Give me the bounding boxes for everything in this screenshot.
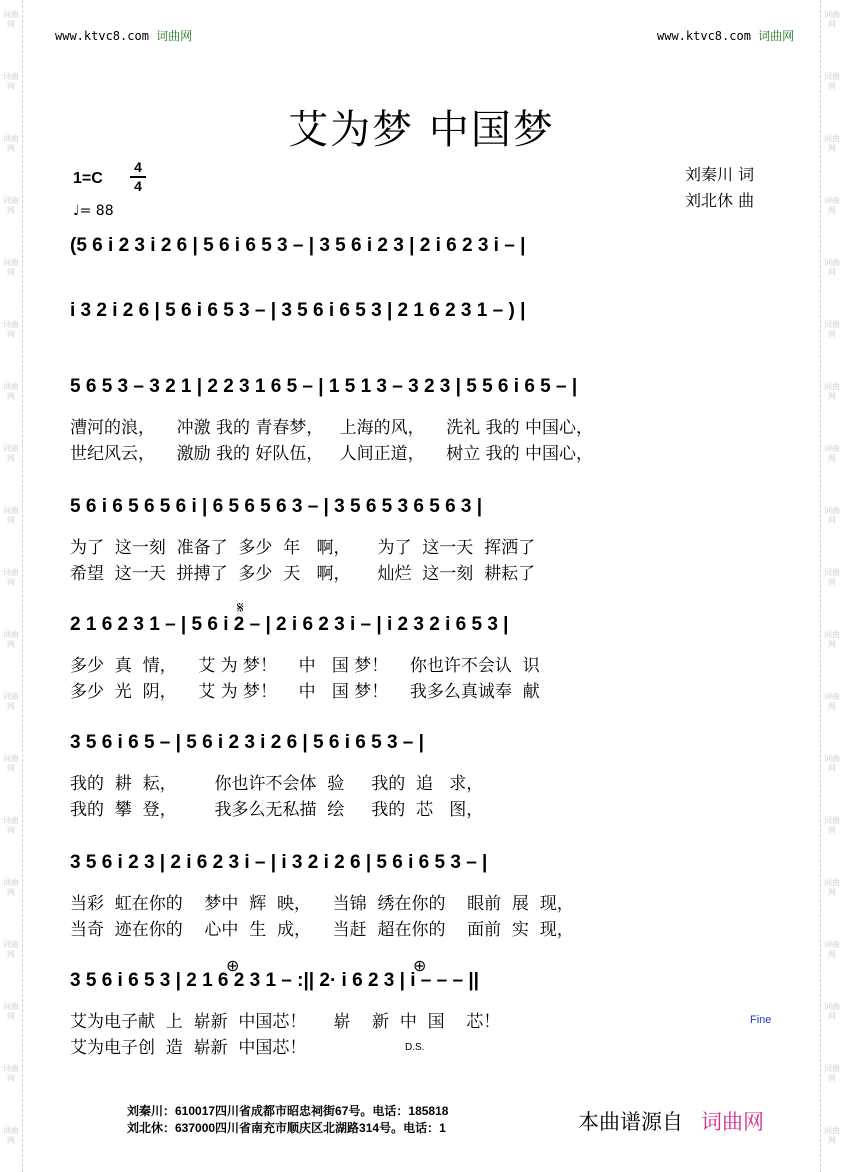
lyric-line: 我的 耕 耘， 你也许不会体 验 我的 追 求，	[70, 774, 484, 794]
notation-line: 3 5 6 i 6 5 3 | 2 1 6 2 3 1 – :|| 2· i 6 2 3 | i – – – ||	[70, 970, 479, 991]
notation-line: 2 1 6 2 3 1 – | 5 6 i 2 – | 2 i 6 2 3 i – | i 2 3 2 i 6 5 3 |	[70, 614, 509, 635]
watermark-text: 词曲网	[824, 10, 840, 29]
watermark-text: 词曲网	[824, 878, 840, 897]
watermark-text: 词曲网	[824, 1064, 840, 1083]
notation-line: 3 5 6 i 6 5 – | 5 6 i 2 3 i 2 6 | 5 6 i 6 5 3 – |	[70, 732, 424, 753]
lyric-line: 希望 这一天 拼搏了 多少 天 啊， 灿烂 这一刻 耕耘了	[70, 564, 536, 584]
watermark-text: 词曲网	[824, 320, 840, 339]
lyric-line: 当彩 虹在你的 梦中 辉 映， 当锦 绣在你的 眼前 展 现，	[70, 894, 574, 914]
watermark-text: 词曲网	[3, 506, 19, 525]
watermark-text: 词曲网	[3, 1002, 19, 1021]
watermark-text: 词曲网	[3, 134, 19, 153]
site-url-right[interactable]: www.ktvc8.com 词曲网	[657, 29, 795, 43]
watermark-text: 词曲网	[3, 258, 19, 277]
watermark-text: 词曲网	[824, 692, 840, 711]
site-url-left[interactable]: www.ktvc8.com 词曲网	[55, 29, 193, 43]
lyric-line: 多少 光 阴， 艾 为 梦！ 中 国 梦！ 我多么真诚奉 献	[70, 682, 540, 702]
watermark-text: 词曲网	[3, 382, 19, 401]
watermark-text: 词曲网	[824, 568, 840, 587]
watermark-text: 词曲网	[824, 506, 840, 525]
right-watermark-strip	[820, 0, 843, 1172]
lyric-line: 漕河的浪， 冲激 我的 青春梦， 上海的风， 洗礼 我的 中国心，	[70, 418, 594, 438]
watermark-text: 词曲网	[3, 754, 19, 773]
watermark-text: 词曲网	[824, 134, 840, 153]
time-signature-top: 4	[134, 159, 142, 175]
watermark-text: 词曲网	[3, 692, 19, 711]
watermark-text: 词曲网	[3, 878, 19, 897]
lyric-line: 为了 这一刻 准备了 多少 年 啊， 为了 这一天 挥洒了	[70, 538, 536, 558]
watermark-text: 词曲网	[824, 258, 840, 277]
notation-line: 3 5 6 i 2 3 | 2 i 6 2 3 i – | i 3 2 i 2 6 | 5 6 i 6 5 3 – |	[70, 852, 488, 873]
tempo-marking: ♩= 88	[73, 203, 114, 219]
watermark-text: 词曲网	[3, 320, 19, 339]
watermark-text: 词曲网	[3, 10, 19, 29]
composer-credit: 刘北休 曲	[685, 191, 755, 210]
watermark-text: 词曲网	[3, 630, 19, 649]
watermark-text: 词曲网	[824, 816, 840, 835]
song-title: 艾为梦 中国梦	[288, 107, 555, 153]
watermark-text: 词曲网	[3, 72, 19, 91]
ds-marker: D.S.	[405, 1042, 425, 1053]
watermark-text: 词曲网	[3, 940, 19, 959]
watermark-text: 词曲网	[824, 630, 840, 649]
left-watermark-strip	[0, 0, 23, 1172]
watermark-text: 词曲网	[3, 816, 19, 835]
notation-line: 5 6 5 3 – 3 2 1 | 2 2 3 1 6 5 – | 1 5 1 3 – 3 2 3 | 5 5 6 i 6 5 – |	[70, 376, 578, 397]
watermark-text: 词曲网	[3, 1126, 19, 1145]
credits	[685, 162, 754, 214]
footer-line-1: 刘秦川：610017四川省成都市昭忠祠街67号。电话：185818	[127, 1104, 449, 1118]
watermark-text: 词曲网	[824, 940, 840, 959]
fine-marker: Fine	[750, 1014, 772, 1026]
segno-marker: 𝄋	[237, 598, 244, 617]
watermark-text: 词曲网	[824, 382, 840, 401]
lyricist-credit: 刘秦川 词	[685, 165, 755, 184]
watermark-text: 词曲网	[824, 1126, 840, 1145]
time-signature	[130, 160, 146, 194]
lyric-line: 世纪风云， 激励 我的 好队伍， 人间正道， 树立 我的 中国心，	[70, 444, 594, 464]
notation-line: i 3 2 i 2 6 | 5 6 i 6 5 3 – | 3 5 6 i 6 5 3 | 2 1 6 2 3 1 – ) |	[70, 300, 526, 321]
footer-line-2: 刘北休：637000四川省南充市顺庆区北湖路314号。电话：1	[127, 1121, 446, 1135]
time-signature-bottom: 4	[134, 178, 142, 194]
watermark-text: 词曲网	[3, 196, 19, 215]
key-signature: 1=C	[73, 170, 103, 187]
watermark-text: 词曲网	[3, 568, 19, 587]
lyric-line: 艾为电子创 造 崭新 中国芯！	[70, 1038, 307, 1058]
notation-line: (5 6 i 2 3 i 2 6 | 5 6 i 6 5 3 – | 3 5 6 i 2 3 | 2 i 6 2 3 i – |	[70, 235, 526, 256]
lyric-line: 多少 真 情， 艾 为 梦！ 中 国 梦！ 你也许不会认 识	[70, 656, 540, 676]
watermark-text: 词曲网	[824, 72, 840, 91]
source-label: 本曲谱源自	[578, 1110, 683, 1134]
coda-marker-1: ⊕	[226, 956, 240, 975]
source-note	[578, 1106, 764, 1136]
lyric-line: 当奇 迹在你的 心中 生 成， 当赶 超在你的 面前 实 现，	[70, 920, 574, 940]
lyric-line: 艾为电子献 上 崭新 中国芯！ 崭 新 中 国 芯！	[70, 1012, 501, 1032]
lyric-line: 我的 攀 登， 我多么无私描 绘 我的 芯 图，	[70, 800, 484, 820]
notation-line: 5 6 i 6 5 6 5 6 i | 6 5 6 5 6 3 – | 3 5 6 5 3 6 5 6 3 |	[70, 496, 483, 517]
watermark-text: 词曲网	[824, 444, 840, 463]
watermark-text: 词曲网	[3, 444, 19, 463]
source-brand[interactable]: 词曲网	[701, 1110, 764, 1134]
watermark-text: 词曲网	[3, 1064, 19, 1083]
watermark-text: 词曲网	[824, 196, 840, 215]
coda-marker-2: ⊕	[413, 956, 427, 975]
watermark-text: 词曲网	[824, 754, 840, 773]
watermark-text: 词曲网	[824, 1002, 840, 1021]
